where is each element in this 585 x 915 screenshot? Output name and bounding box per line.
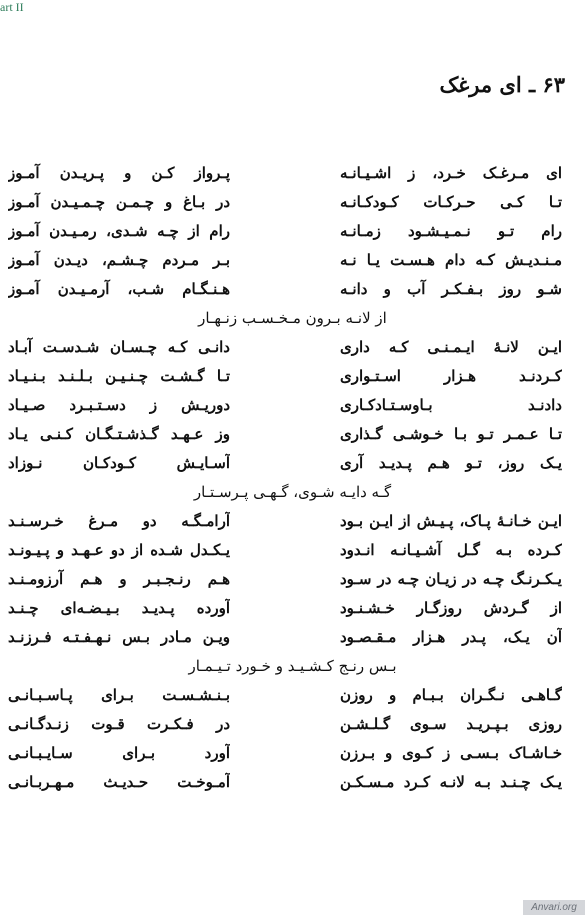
couplet: [0, 682, 585, 711]
hemistich-first: روزی بـپـریـد سـوی گـلـشـن: [340, 715, 562, 733]
hemistich-first: تـا کـی حـرکـات کـودکـانـه: [340, 193, 562, 211]
couplet: [0, 363, 585, 392]
hemistich-first: خـاشـاک بـسـی ز کـوی و بـرزن: [340, 744, 562, 762]
couplet: [0, 740, 585, 769]
hemistich-first: شـو روز بـفـکـر آب و دانـه: [340, 280, 562, 298]
hemistich-first: رام تـو نـمـیـشـود زمـانـه: [340, 222, 562, 240]
couplet: [0, 508, 585, 537]
hemistich-first: مـنـدیـش کـه دام هـسـت یـا نـه: [340, 251, 562, 269]
hemistich-second: تـا گـشـت چـنـیـن بـلـنـد بـنـیـاد: [8, 367, 230, 385]
hemistich-second: ویـن مـادر بـس نـهـفـتـه فـرزنـد: [8, 628, 230, 646]
hemistich-second: آسـایـش کـودکـان نـوزاد: [8, 454, 230, 472]
hemistich-second: وز عـهـد گـذشـتـگـان کـنـی یـاد: [8, 425, 230, 443]
stanza-refrain: گـه دایـه شـوی، گـهـی پـرسـتـار: [193, 483, 392, 501]
hemistich-first: دادنـد بـاوسـتـادکـاری: [340, 396, 562, 414]
couplet: [0, 218, 585, 247]
couplet: [0, 566, 585, 595]
hemistich-first: آن یـک، پـدر هـزار مـقـصـود: [340, 628, 562, 646]
hemistich-first: ایـن خـانـهٔ پـاک، پـیـش از ایـن بـود: [340, 512, 562, 530]
hemistich-second: آورده پـدیـد بـیـضـه‌ای چـنـد: [8, 599, 230, 617]
couplet: [0, 450, 585, 479]
hemistich-first: ایـن لانـهٔ ایـمـنـی کـه داری: [340, 338, 562, 356]
couplet: [0, 711, 585, 740]
hemistich-second: دانـی کـه چـسـان شـدسـت آبـاد: [8, 338, 230, 356]
stanza-refrain: بـس رنـج کـشـیـد و خـورد تـیـمـار: [188, 657, 397, 675]
hemistich-second: هـنـگـام شـب، آرمـیـدن آمـوز: [8, 280, 230, 298]
hemistich-second: در بـاغ و چـمـن چـمـیـدن آمـوز: [8, 193, 230, 211]
hemistich-second: دوریـش ز دسـتـبـرد صـیـاد: [8, 396, 230, 414]
hemistich-second: رام از چـه شـدی، رمـیـدن آمـوز: [8, 222, 230, 240]
hemistich-first: کـرده بـه گـل آشـیـانـه انـدود: [340, 541, 562, 559]
refrain-row: [0, 479, 585, 508]
hemistich-first: کـردنـد هـزار اسـتـواری: [340, 367, 562, 385]
hemistich-second: آمـوخـت حـدیـث مـهـربـانـی: [8, 773, 230, 791]
hemistich-first: یـک چـنـد بـه لانـه کـرد مـسـکـن: [340, 773, 562, 791]
hemistich-first: یـک روز، تـو هـم پـدیـد آری: [340, 454, 562, 472]
couplet: [0, 421, 585, 450]
site-watermark: Anvari.org: [523, 900, 585, 915]
couplet: [0, 595, 585, 624]
stanza-refrain: از لانـه بـرون مـخـسـب زنـهـار: [198, 309, 387, 327]
couplet: [0, 247, 585, 276]
couplet: [0, 189, 585, 218]
hemistich-second: آرامـگـه دو مـرغ خـرسـنـد: [8, 512, 230, 530]
page-corner-label: art II: [0, 0, 24, 14]
couplet: [0, 537, 585, 566]
couplet: [0, 160, 585, 189]
hemistich-second: آورد بـرای سـایـبـانـی: [8, 744, 230, 762]
hemistich-first: از گـردش روزگـار خـشـنـود: [340, 599, 562, 617]
couplet: [0, 392, 585, 421]
poem-body: [0, 160, 585, 798]
hemistich-second: یـکـدل شـده از دو عـهـد و پـیـونـد: [8, 541, 230, 559]
hemistich-first: ای مـرغـک خـرد، ز اشـیـانـه: [340, 164, 562, 182]
hemistich-second: پـرواز کـن و پـریـدن آمـوز: [8, 164, 230, 182]
hemistich-second: بـر مـردم چـشـم، دیـدن آمـوز: [8, 251, 230, 269]
hemistich-second: در فـکـرت قـوت زنـدگـانـی: [8, 715, 230, 733]
hemistich-second: بـنـشـسـت بـرای پـاسـبـانـی: [8, 686, 230, 704]
refrain-row: [0, 305, 585, 334]
hemistich-first: گـاهـی نـگـران بـبـام و روزن: [340, 686, 562, 704]
poem-title: ۶۳ ـ ای مرغک: [439, 72, 565, 97]
couplet: [0, 624, 585, 653]
couplet: [0, 769, 585, 798]
hemistich-first: یـکـرنـگ چـه در زیـان چـه در سـود: [340, 570, 562, 588]
couplet: [0, 334, 585, 363]
refrain-row: [0, 653, 585, 682]
couplet: [0, 276, 585, 305]
hemistich-second: هـم رنـجـبـر و هـم آرزومـنـد: [8, 570, 230, 588]
hemistich-first: تـا عـمـر تـو بـا خـوشـی گـذاری: [340, 425, 562, 443]
